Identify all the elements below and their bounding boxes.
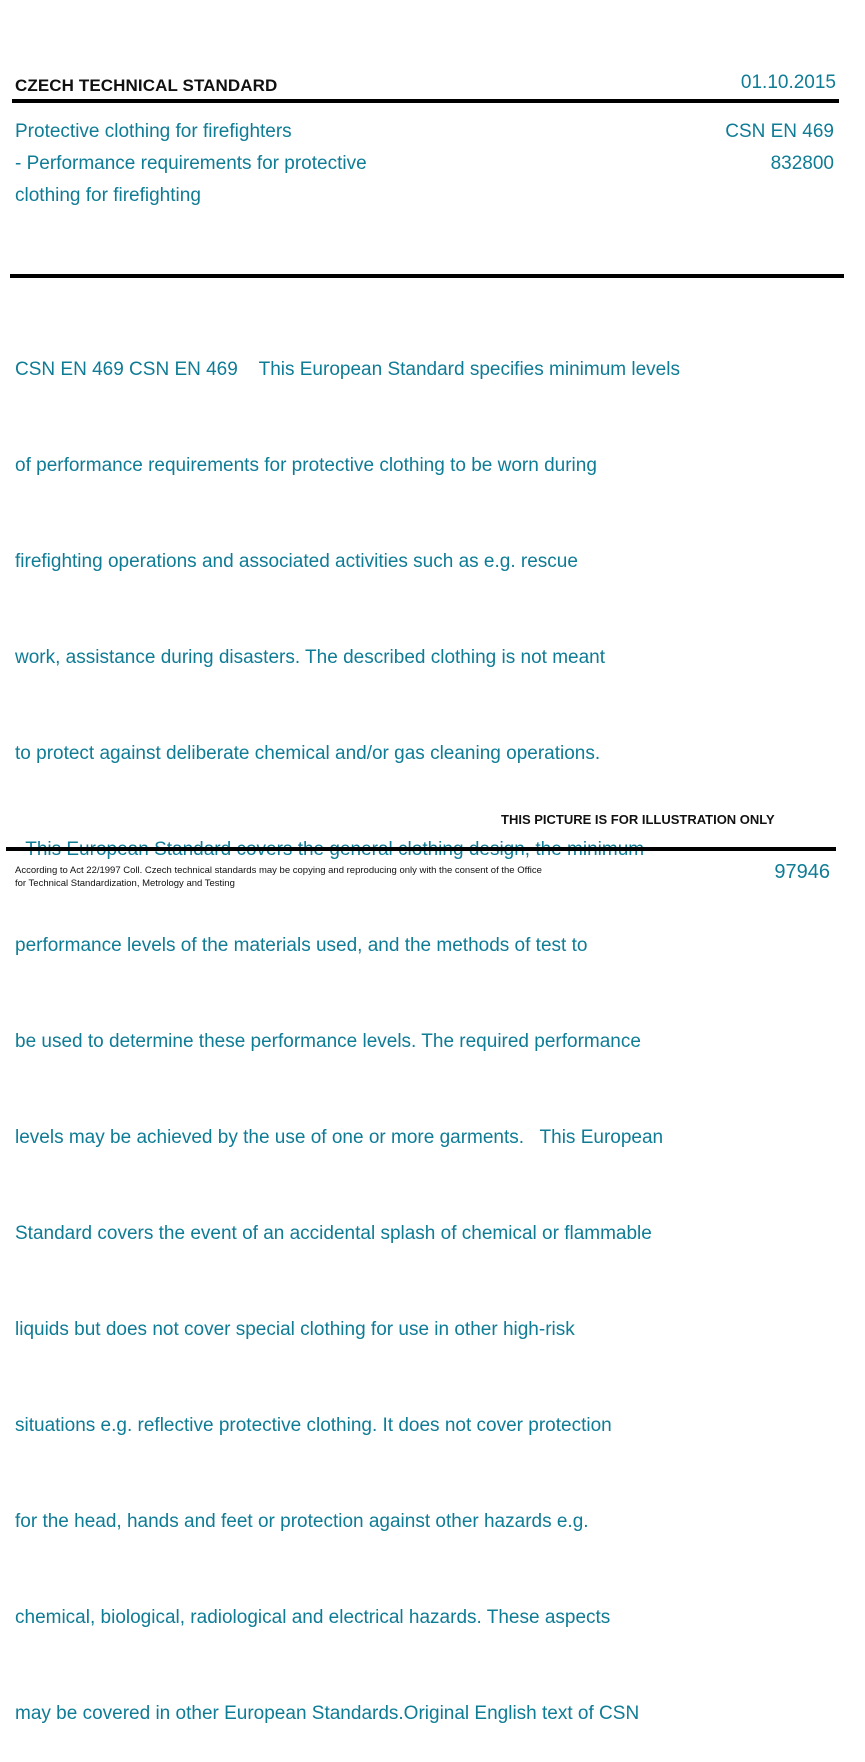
standard-title (15, 116, 515, 212)
abstract-line: situations e.g. reflective protective clothing. It does not cover protection (15, 1415, 612, 1436)
issue-date: 01.10.2015 (740, 72, 836, 93)
standard-title-line: clothing for firefighting (15, 185, 201, 206)
section-divider (10, 274, 844, 278)
abstract-line: liquids but does not cover special clothing for use in other high-risk (15, 1319, 575, 1340)
abstract-line: Standard covers the event of an accidental splash of chemical or flammable (15, 1223, 652, 1244)
standard-abstract (15, 290, 805, 1762)
abstract-line: be used to determine these performance levels. The required performance (15, 1031, 641, 1052)
standard-code: CSN EN 469 (725, 121, 834, 142)
abstract-line: of performance requirements for protective clothing to be worn during (15, 455, 597, 476)
standard-title-line: - Performance requirements for protective (15, 153, 367, 174)
abstract-line: performance levels of the materials used, and the methods of test to (15, 935, 588, 956)
abstract-line: work, assistance during disasters. The described clothing is not meant (15, 647, 606, 668)
abstract-line: levels may be achieved by the use of one or more garments. This European (15, 1127, 664, 1148)
document-header-title: CZECH TECHNICAL STANDARD (15, 76, 278, 95)
abstract-line: chemical, biological, radiological and electrical hazards. These aspects (15, 1607, 611, 1628)
standard-identifiers (725, 116, 834, 180)
legal-notice-line: for Technical Standardization, Metrology and Testing (15, 878, 235, 889)
document-number: 97946 (774, 861, 830, 883)
abstract-line: CSN EN 469 CSN EN 469 This European Standard specifies minimum levels (15, 359, 680, 380)
standard-class-number: 832800 (770, 153, 834, 174)
abstract-line: for the head, hands and feet or protection against other hazards e.g. (15, 1511, 589, 1532)
footer-divider (6, 847, 836, 851)
standard-title-line: Protective clothing for firefighters (15, 121, 292, 142)
abstract-line: firefighting operations and associated activities such as e.g. rescue (15, 551, 578, 572)
header-divider (12, 99, 839, 103)
abstract-line: may be covered in other European Standards.Original English text of CSN (15, 1703, 640, 1724)
legal-notice-line: According to Act 22/1997 Coll. Czech technical standards may be copying and reproducing only with the consent of the Office (15, 865, 542, 876)
abstract-line: to protect against deliberate chemical and/or gas cleaning operations. (15, 743, 601, 764)
legal-notice (15, 864, 615, 890)
illustration-disclaimer: THIS PICTURE IS FOR ILLUSTRATION ONLY (501, 812, 775, 827)
